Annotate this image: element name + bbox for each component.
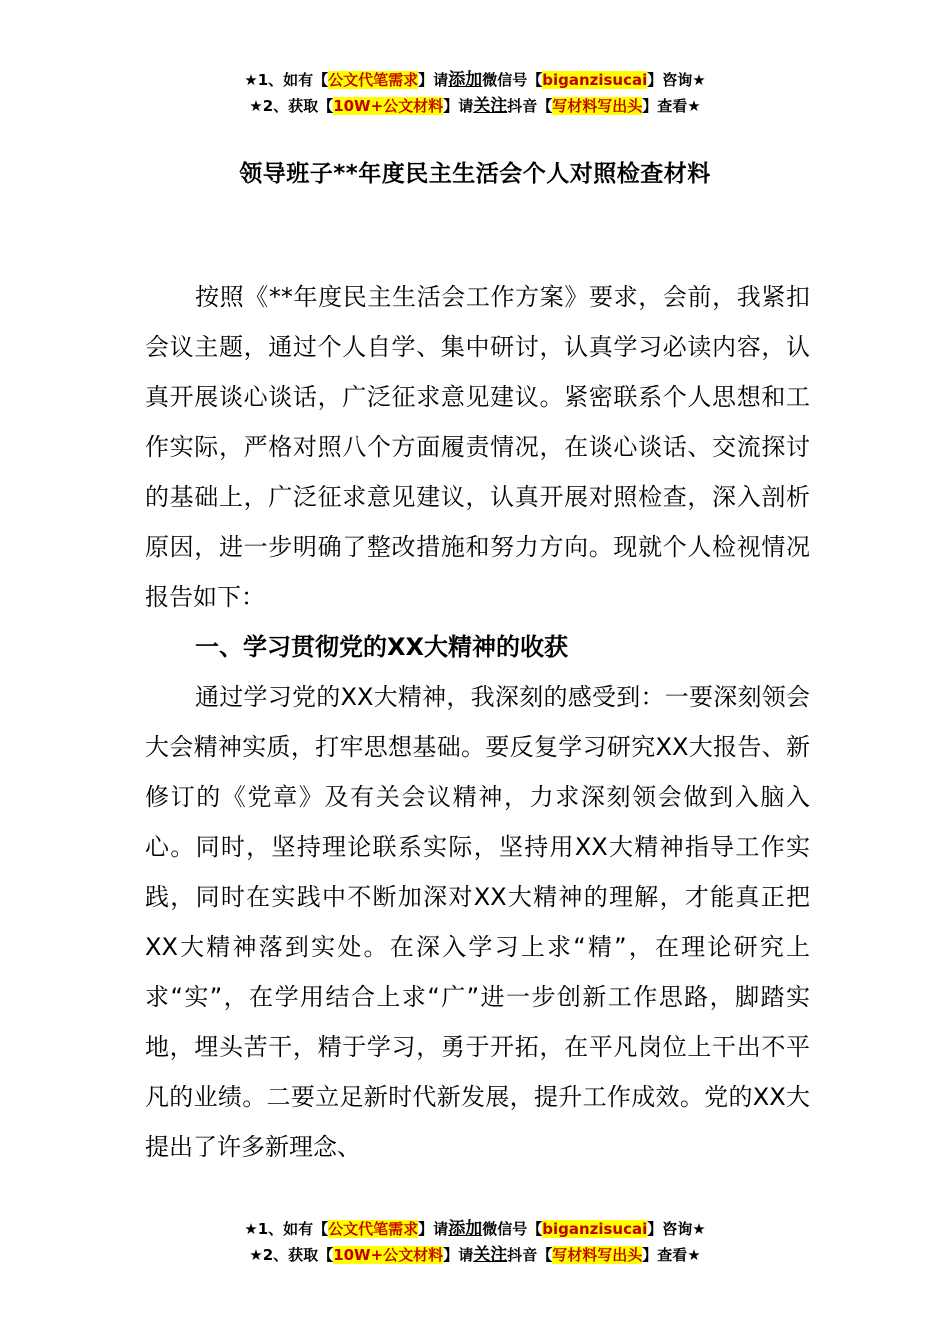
header-banner xyxy=(0,67,950,119)
document-title: 领导班子**年度民主生活会个人对照检查材料 xyxy=(239,161,711,187)
banner-line-2 xyxy=(0,93,950,119)
intro-paragraph: 按照《**年度民主生活会工作方案》要求，会前，我紧扣会议主题，通过个人自学、集中研讨，认真学习必读内容，认真开展谈心谈话，广泛征求意见建议。紧密联系个人思想和工作实际，严格对照八个方面履责情况，在谈心谈话、交流探讨的基础上，广泛征求意见建议，认真开展对照检查，深入剖析原因，进一步明确了整改措施和努力方向。现就个人检视情况报告如下： xyxy=(145,283,810,611)
star-icon: ★ xyxy=(249,97,263,115)
banner-highlight: 10W+公文材料 xyxy=(333,1246,444,1264)
banner-text: 】查看 xyxy=(642,1246,688,1264)
star-icon: ★ xyxy=(249,1246,263,1264)
footer-banner xyxy=(0,1216,950,1268)
star-icon: ★ xyxy=(687,97,701,115)
banner-text: 】咨询 xyxy=(647,71,693,89)
banner-highlight: biganzisucai xyxy=(542,1220,648,1238)
section-heading: 一、学习贯彻党的XX大精神的收获 xyxy=(195,633,569,661)
document-body xyxy=(145,272,810,1172)
banner-highlight: 公文代笔需求 xyxy=(328,71,419,89)
banner-text: 1、如有【 xyxy=(257,1220,329,1238)
banner-text: 微信号【 xyxy=(482,1220,543,1238)
banner-highlight: biganzisucai xyxy=(542,71,648,89)
star-icon: ★ xyxy=(692,71,706,89)
banner-text: 抖音【 xyxy=(507,1246,553,1264)
star-icon: ★ xyxy=(244,1220,258,1238)
banner-underline: 关注 xyxy=(473,96,508,116)
star-icon: ★ xyxy=(687,1246,701,1264)
banner-text: 微信号【 xyxy=(482,71,543,89)
banner-text: 1、如有【 xyxy=(257,71,329,89)
star-icon: ★ xyxy=(692,1220,706,1238)
banner-text: 2、获取【 xyxy=(262,1246,334,1264)
banner-highlight: 写材料写出头 xyxy=(552,97,643,115)
banner-underline: 关注 xyxy=(473,1245,508,1265)
banner-highlight: 公文代笔需求 xyxy=(328,1220,419,1238)
banner-text: 】咨询 xyxy=(647,1220,693,1238)
banner-highlight: 10W+公文材料 xyxy=(333,97,444,115)
banner-text: 】查看 xyxy=(642,97,688,115)
banner-line-1 xyxy=(0,1216,950,1242)
banner-text: 】请 xyxy=(418,71,449,89)
banner-text: 抖音【 xyxy=(507,97,553,115)
banner-line-1 xyxy=(0,67,950,93)
banner-text: 】请 xyxy=(418,1220,449,1238)
banner-text: 】请 xyxy=(443,97,474,115)
banner-highlight: 写材料写出头 xyxy=(552,1246,643,1264)
banner-underline: 添加 xyxy=(448,1219,483,1239)
banner-line-2 xyxy=(0,1242,950,1268)
banner-underline: 添加 xyxy=(448,70,483,90)
banner-text: 】请 xyxy=(443,1246,474,1264)
banner-text: 2、获取【 xyxy=(262,97,334,115)
section-paragraph: 通过学习党的XX大精神，我深刻的感受到：一要深刻领会大会精神实质，打牢思想基础。要反复学习研究XX大报告、新修订的《党章》及有关会议精神，力求深刻领会做到入脑入心。同时，坚持理论联系实际，坚持用XX大精神指导工作实践，同时在实践中不断加深对XX大精神的理解，才能真正把XX大精神落到实处。在深入学习上求“精”，在理论研究上求“实”，在学用结合上求“广”进一步创新工作思路，脚踏实地，埋头苦干，精于学习，勇于开拓，在平凡岗位上干出不平凡的业绩。二要立足新时代新发展，提升工作成效。党的XX大提出了许多新理念、 xyxy=(145,683,810,1161)
star-icon: ★ xyxy=(244,71,258,89)
